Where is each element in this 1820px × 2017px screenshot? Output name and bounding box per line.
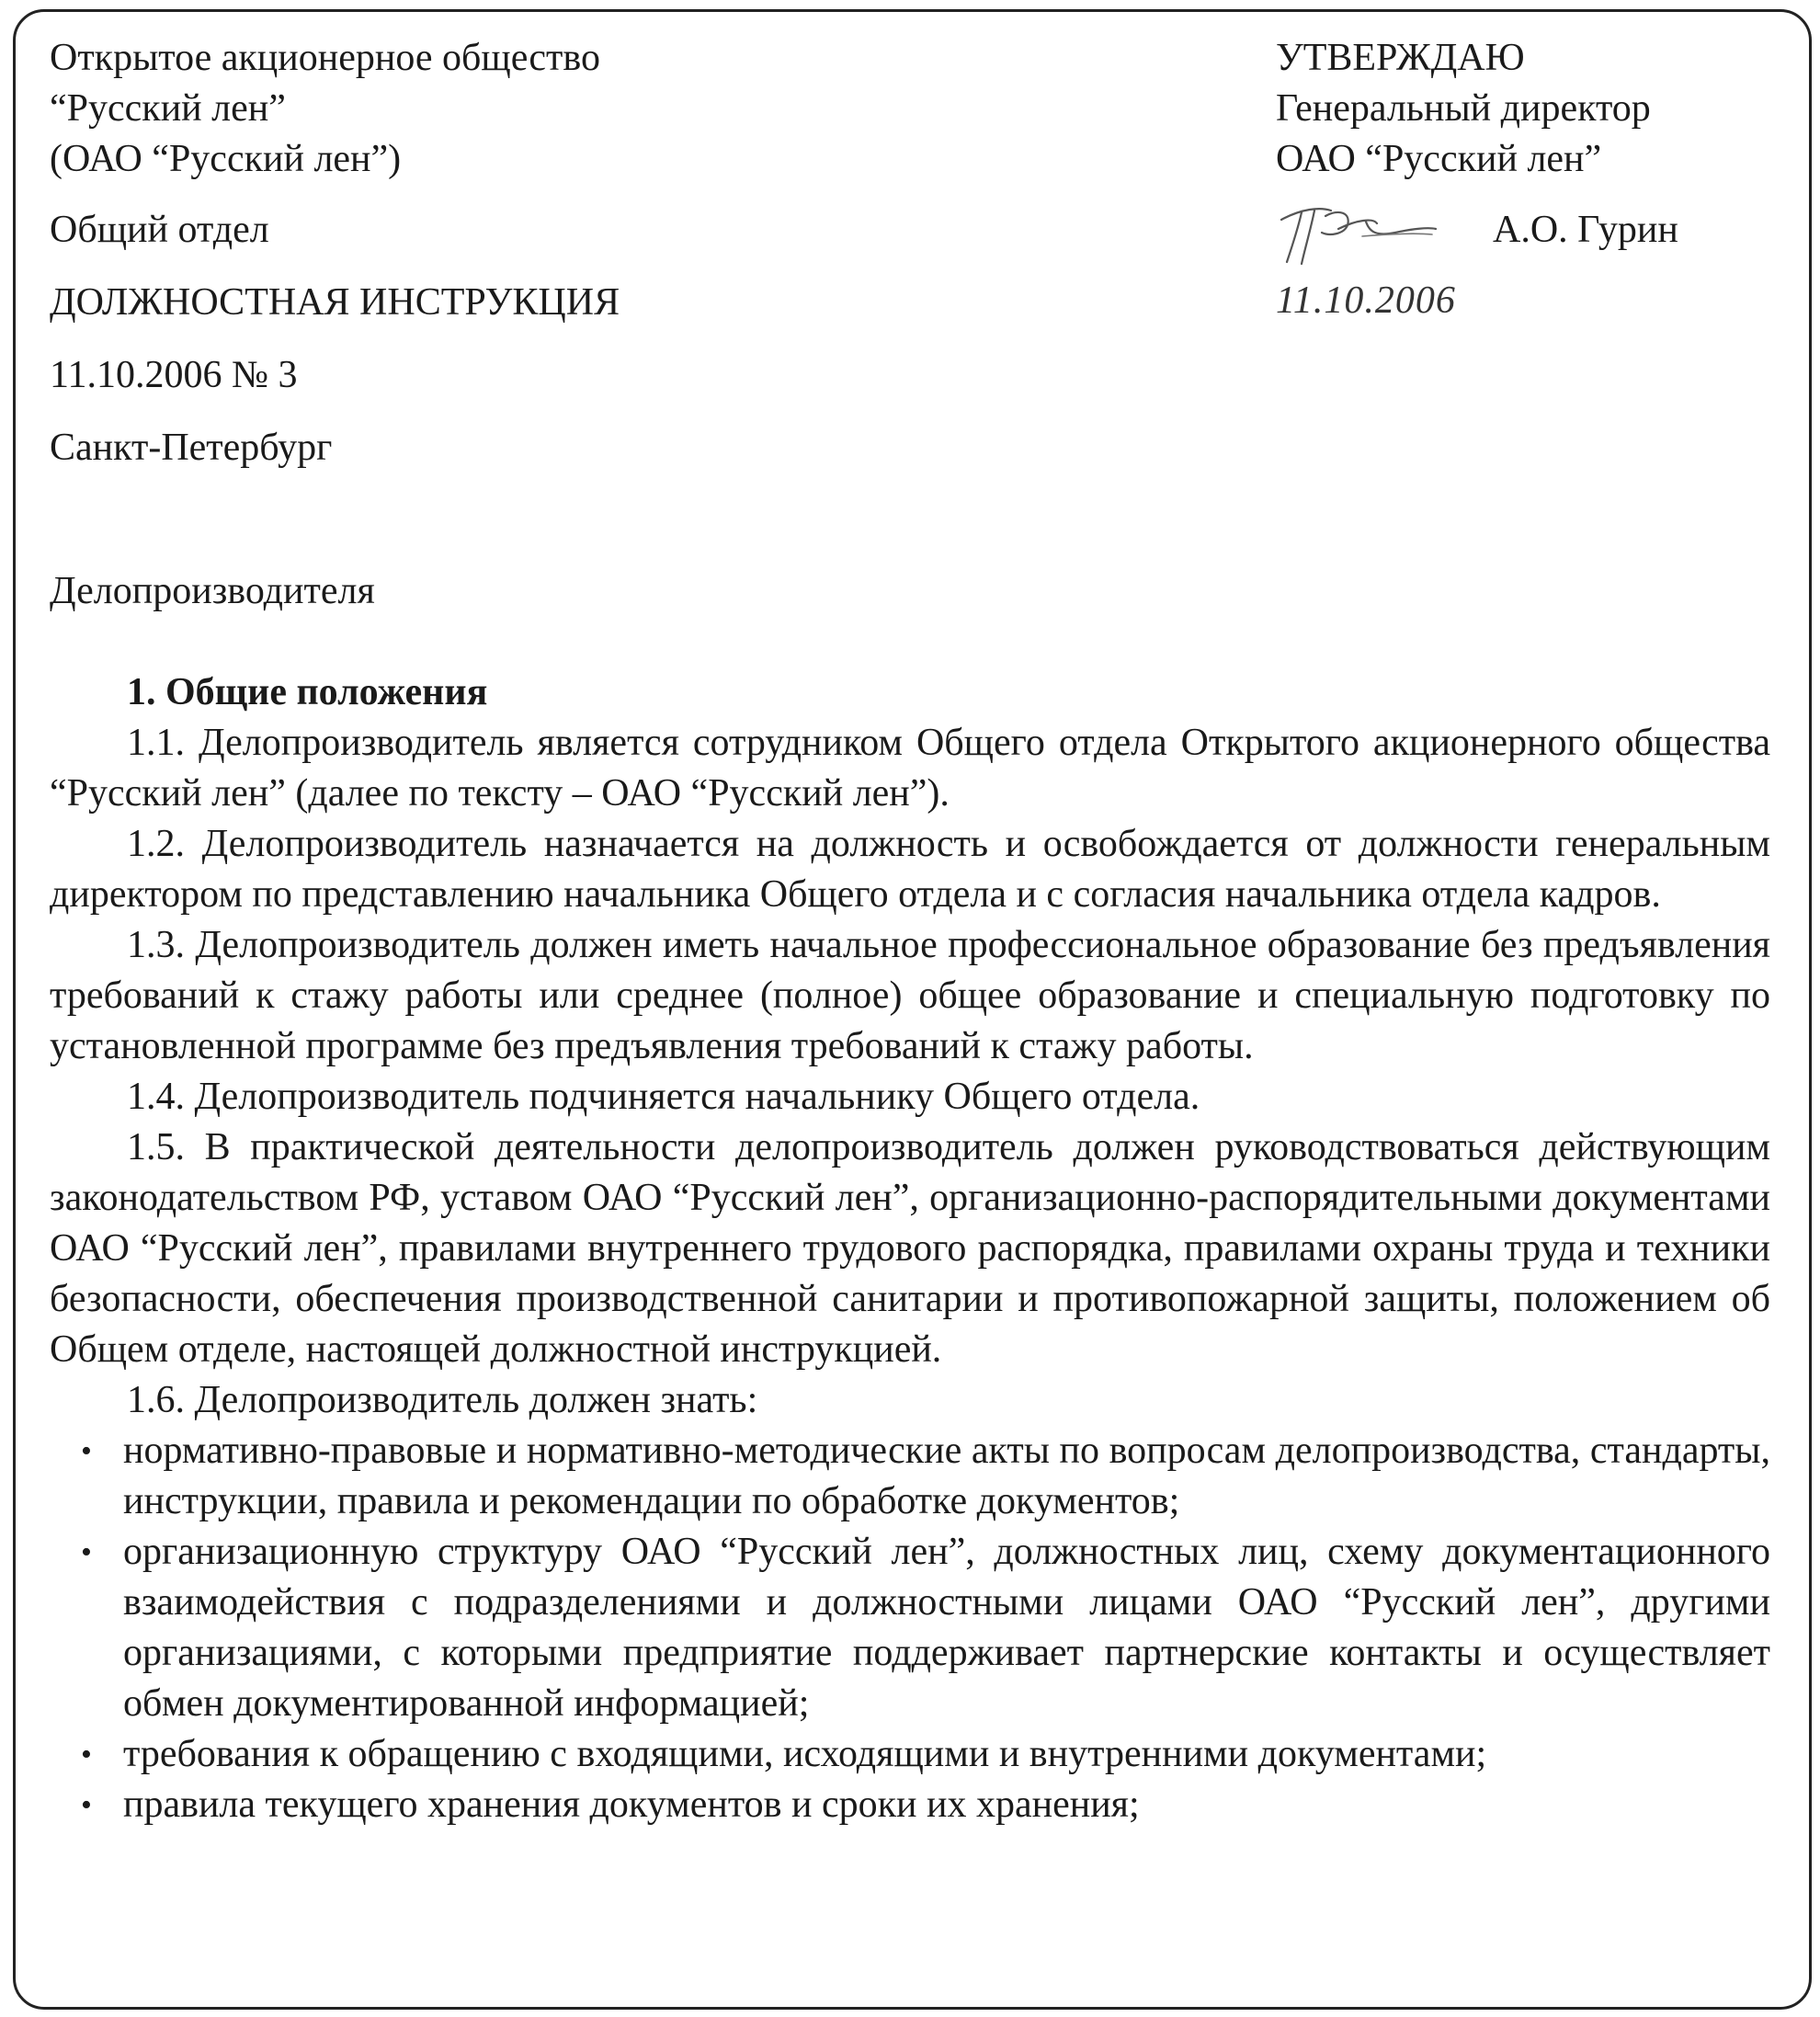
- bullet-icon: •: [81, 1535, 92, 1569]
- list-item: [50, 1426, 1770, 1527]
- list-item-text: правила текущего хранения документов и сроки их хранения;: [123, 1783, 1140, 1826]
- bullet-icon: •: [81, 1434, 92, 1468]
- paragraph-1-3: 1.3. Делопроизводитель должен иметь начальное профессиональное образование без предъявления требований к стажу работы или среднее (полное) общее образование и специальную подготовку по установленной программе без предъявления требований к стажу работы.: [50, 924, 1770, 1067]
- document-subject: Делопроизводителя: [50, 570, 375, 612]
- document-date-number: 11.10.2006 № 3: [50, 354, 298, 396]
- org-name-line2: “Русский лен”: [50, 87, 286, 130]
- list-item: [50, 1729, 1770, 1780]
- approval-date: 11.10.2006: [1276, 279, 1456, 322]
- list-item-text: нормативно-правовые и нормативно-методические акты по вопросам делопроизводства, стандарты, инструкции, правила и рекомендации по обработке документов;: [123, 1430, 1770, 1522]
- list-item-text: требования к обращению с входящими, исходящими и внутренними документами;: [123, 1733, 1487, 1775]
- paragraph-1-1: 1.1. Делопроизводитель является сотрудником Общего отдела Открытого акционерного общества “Русский лен” (далее по тексту – ОАО “Русский лен”).: [50, 722, 1770, 815]
- list-item: [50, 1527, 1770, 1729]
- department-name: Общий отдел: [50, 209, 269, 251]
- paragraph-1-5: 1.5. В практической деятельности делопроизводитель должен руководствоваться действующим законодательством РФ, уставом ОАО “Русский лен”, организационно-распорядительными документами ОАО “Русский лен”, правилами внутреннего трудового распорядка, правилами охраны труда и техники безопасности, обеспечения производственной санитарии и противопожарной защиты, положением об Общем отделе, настоящей должностной инструкцией.: [50, 1126, 1770, 1371]
- list-item: [50, 1780, 1770, 1830]
- approve-label: УТВЕРЖДАЮ: [1276, 37, 1525, 79]
- document-type: ДОЛЖНОСТНАЯ ИНСТРУКЦИЯ: [50, 281, 620, 324]
- signer-name: А.О. Гурин: [1493, 209, 1678, 251]
- approver-position: Генеральный директор: [1276, 87, 1651, 130]
- signature-row: [1276, 205, 1791, 256]
- section-title: 1. Общие положения: [127, 671, 488, 713]
- org-name-line3: (ОАО “Русский лен”): [50, 138, 402, 180]
- approval-stamp: [1276, 33, 1791, 326]
- signature-icon: [1274, 192, 1439, 269]
- bullet-icon: •: [81, 1788, 92, 1822]
- bullet-icon: •: [81, 1738, 92, 1772]
- org-requisites: [50, 33, 877, 473]
- paragraph-1-6: 1.6. Делопроизводитель должен знать:: [127, 1379, 758, 1421]
- document-page: [50, 33, 1770, 1830]
- list-item-text: организационную структуру ОАО “Русский лен”, должностных лиц, схему документационного взаимодействия с подразделениями и должностными лицами ОАО “Русский лен”, другими организациями, с которыми предприятие поддерживает партнерские контакты и осуществляет обмен документированной информацией;: [123, 1531, 1770, 1725]
- knowledge-list: [50, 1426, 1770, 1830]
- document-header: [50, 33, 1770, 566]
- org-name-line1: Открытое акционерное общество: [50, 37, 600, 79]
- paragraph-1-2: 1.2. Делопроизводитель назначается на должность и освобождается от должности генеральным директором по представлению начальника Общего отдела и с согласия начальника отдела кадров.: [50, 823, 1770, 916]
- approver-company: ОАО “Русский лен”: [1276, 138, 1602, 180]
- document-city: Санкт-Петербург: [50, 427, 333, 469]
- paragraph-1-4: 1.4. Делопроизводитель подчиняется начальнику Общего отдела.: [127, 1076, 1200, 1118]
